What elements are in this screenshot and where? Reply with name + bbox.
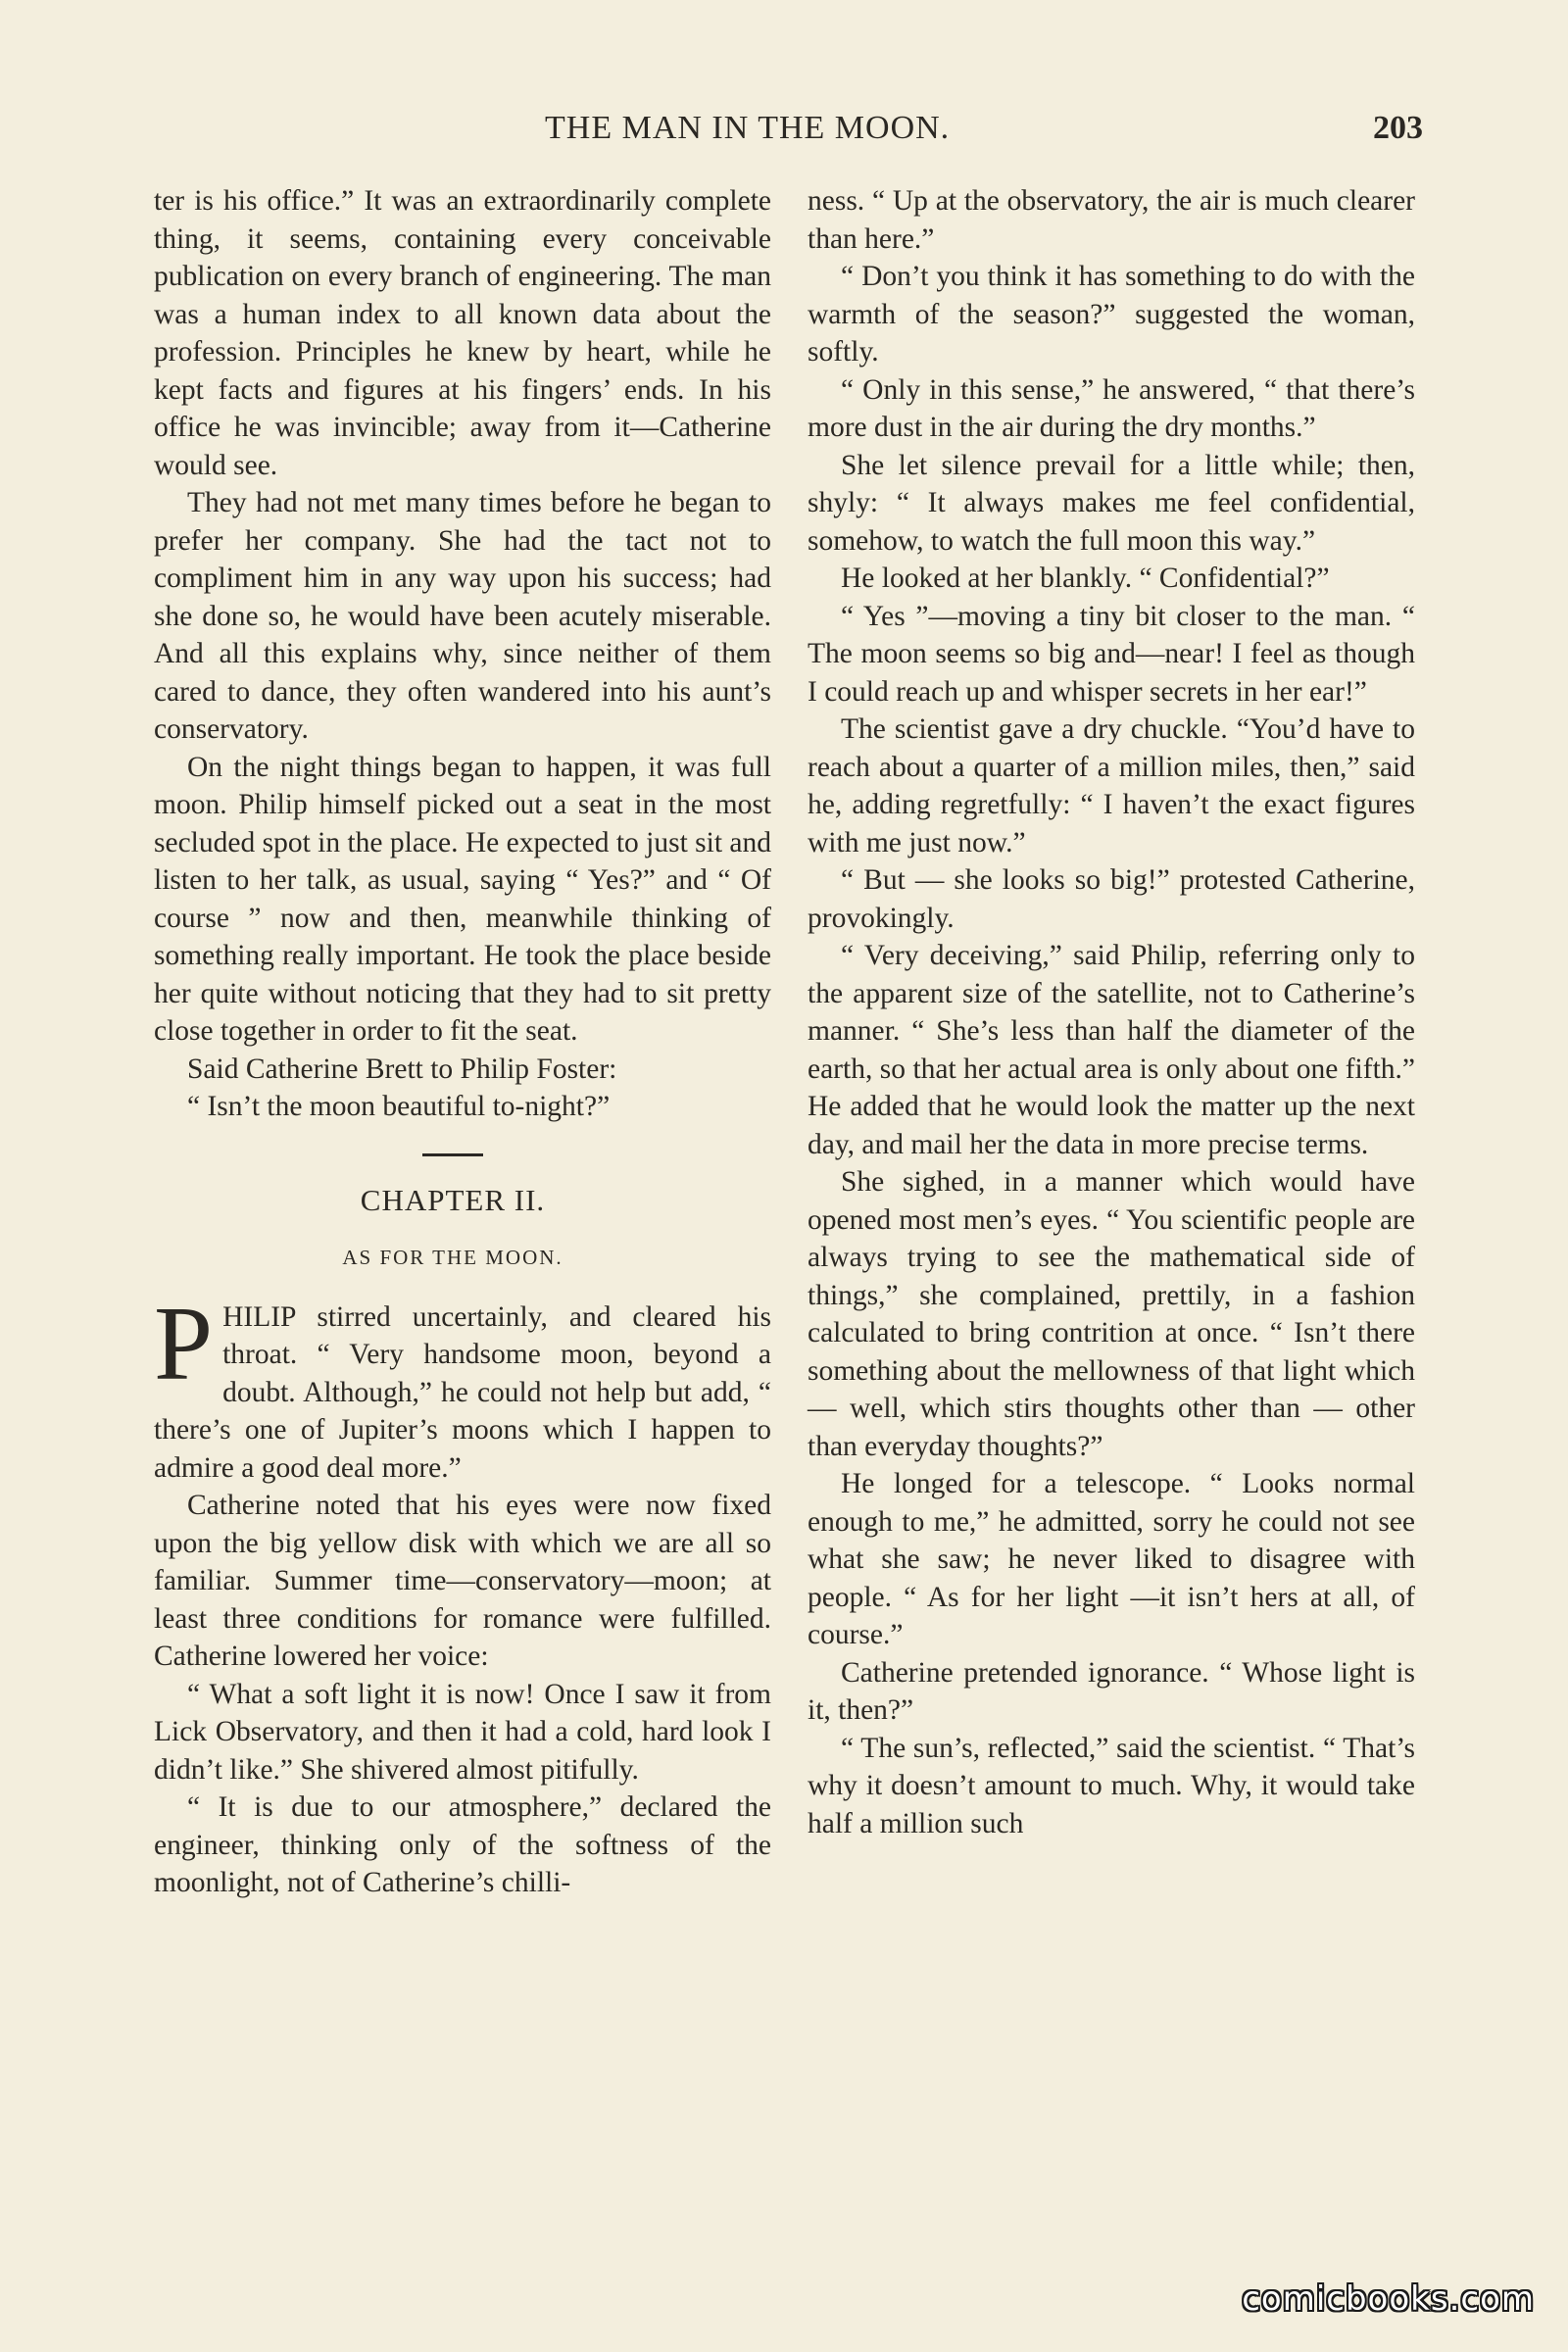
paragraph: She let silence prevail for a little while; then, shyly: “ It always makes me feel confidential, somehow, to watch the full moon this way.” xyxy=(808,449,1415,557)
drop-cap: P xyxy=(154,1285,214,1402)
right-column xyxy=(808,182,1415,1842)
page-number: 203 xyxy=(1373,110,1423,146)
paragraph: They had not met many times before he began to prefer her company. She had the tact not to compliment him in any way upon his success; had she done so, he would have been acutely miserable. And all this explains why, since neither of them cared to dance, they often wandered into his aunt’s conservatory. xyxy=(154,487,771,745)
chapter-heading: CHAPTER II. xyxy=(360,1182,546,1217)
paragraph: “ It is due to our atmosphere,” declared the engineer, thinking only of the softness of the moonlight, not of Catherine’s chilli- xyxy=(154,1791,771,1898)
paragraph: “ What a soft light it is now! Once I saw it from Lick Observatory, and then it had a cold, hard look I didn’t like.” She shivered almost pitifully. xyxy=(154,1678,771,1786)
left-column xyxy=(154,182,771,1902)
paragraph: The scientist gave a dry chuckle. “You’d have to reach about a quarter of a million miles, then,” said he, adding regretfully: “ I haven’t the exact figures with me just now.” xyxy=(808,713,1415,858)
paragraph: “ But — she looks so big!” protested Catherine, provokingly. xyxy=(808,864,1415,934)
paragraph: “ Isn’t the moon beautiful to-night?” xyxy=(187,1091,611,1122)
running-header xyxy=(0,110,1568,159)
paragraph: ter is his office.” It was an extraordinarily complete thing, it seems, containing every conceivable publication on every branch of engineering. The man was a human index to all known data about the profession. Principles he knew by heart, while he kept facts and figures at his fingers’ ends. In his office he was invincible; away from it—Catherine would see. xyxy=(154,185,771,481)
section-divider xyxy=(422,1153,483,1156)
chapter-subtitle: AS FOR THE MOON. xyxy=(342,1246,564,1269)
paragraph: ness. “ Up at the observatory, the air is much clearer than here.” xyxy=(808,185,1415,255)
paragraph: He looked at her blankly. “ Confidential?” xyxy=(841,563,1330,594)
paragraph: He longed for a telescope. “ Looks normal enough to me,” he admitted, sorry he could not see what she saw; he never liked to disagree with people. “ As for her light —it isn’t hers at all, of course.” xyxy=(808,1468,1415,1650)
chapter-opening-paragraph xyxy=(154,1285,771,1488)
paragraph: On the night things began to happen, it was full moon. Philip himself picked out a seat in the most secluded spot in the place. He expected to just sit and listen to her talk, as usual, saying “ Yes?” and “ Of course ” now and then, meanwhile thinking of something really important. He took the place beside her quite without noticing that they had to sit pretty close together in order to fit the seat. xyxy=(154,751,771,1047)
running-title: THE MAN IN THE MOON. xyxy=(545,110,951,146)
paragraph: Catherine noted that his eyes were now fixed upon the big yellow disk with which we are all so familiar. Summer time—conservatory—moon; at least three conditions for romance were fulfilled. Catherine lowered her voice: xyxy=(154,1490,771,1672)
paragraph: She sighed, in a manner which would have opened most men’s eyes. “ You scientific people are always trying to see the mathematical side of things,” she complained, prettily, in a fashion calculated to bring contrition at once. “ Isn’t there something about the mellowness of that light which — well, which stirs thoughts other than — other than everyday thoughts?” xyxy=(808,1166,1415,1462)
paragraph: “ Very deceiving,” said Philip, referring only to the apparent size of the satellite, not to Catherine’s manner. “ She’s less than half the diameter of the earth, so that her actual area is only about one fifth.” He added that he would look the matter up the next day, and mail her the data in more precise terms. xyxy=(808,940,1415,1160)
paragraph: “ Only in this sense,” he answered, “ that there’s more dust in the air during the dry months.” xyxy=(808,373,1415,443)
watermark: comicbooks.com xyxy=(1242,2279,1535,2319)
paragraph: Said Catherine Brett to Philip Foster: xyxy=(187,1053,617,1085)
paragraph-text: HILIP stirred uncertainly, and cleared his throat. “ Very handsome moon, beyond a doubt. Although,” he could not help but add, “ there’s one of Jupiter’s moons which I happen to admire a good deal more.” xyxy=(154,1300,771,1484)
paragraph: “ Yes ”—moving a tiny bit closer to the man. “ The moon seems so big and—near! I feel as though I could reach up and whisper secrets in her ear!” xyxy=(808,600,1415,708)
paragraph: Catherine pretended ignorance. “ Whose light is it, then?” xyxy=(808,1656,1415,1726)
paragraph: “ The sun’s, reflected,” said the scientist. “ That’s why it doesn’t amount to much. Why, it would take half a million such xyxy=(808,1732,1415,1839)
paragraph: “ Don’t you think it has something to do with the warmth of the season?” suggested the woman, softly. xyxy=(808,261,1415,368)
